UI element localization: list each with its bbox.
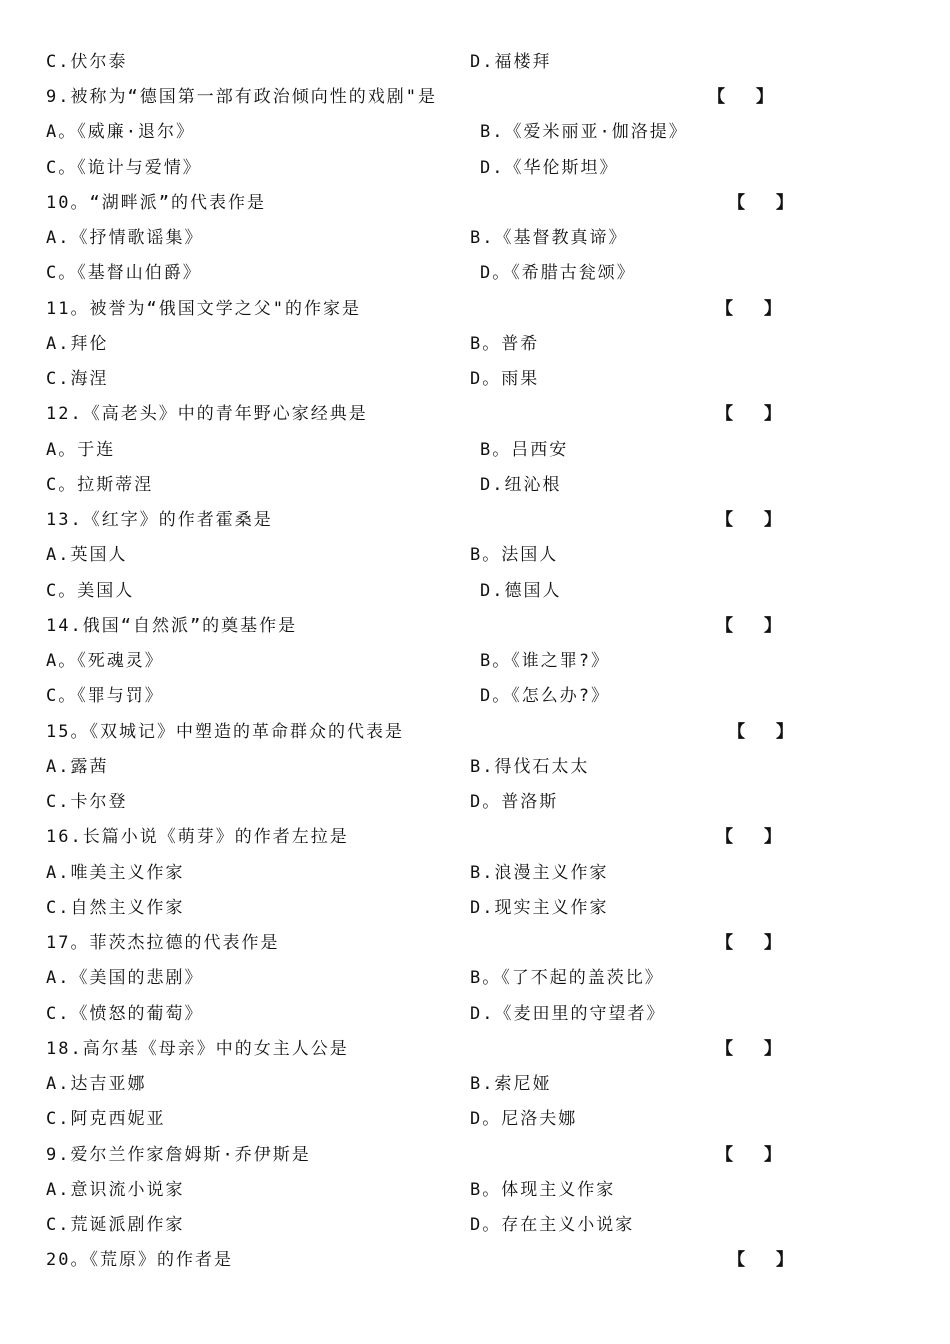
option-row [0,115,950,149]
question-row [0,80,950,114]
option-d: D。尼洛夫娜 [470,1109,578,1130]
option-a: A.达吉亚娜 [46,1074,147,1094]
option-row [0,644,950,678]
question-stem: 15。《双城记》中塑造的革命群众的代表是 [46,721,404,742]
option-b: B。法国人 [470,545,559,566]
option-row [0,1102,950,1136]
option-row [0,468,950,502]
question-row [0,926,950,960]
option-a: A。《威廉·退尔》 [46,122,195,143]
option-d: D.福楼拜 [470,52,552,72]
option-row [0,362,950,396]
option-b: B。普希 [470,333,540,354]
answer-bracket-open[interactable]: 【 [716,1038,735,1059]
question-row [0,397,950,431]
option-b: B。《了不起的盖茨比》 [470,968,664,989]
answer-bracket-close[interactable]: 】 [764,933,783,953]
question-stem: 14.俄国“自然派”的奠基作是 [46,615,298,636]
option-d: D.德国人 [480,580,562,601]
answer-bracket-open[interactable]: 【 [716,933,735,953]
option-row [0,961,950,995]
option-b: B。体现主义作家 [470,1179,616,1200]
option-a: A。于连 [46,439,116,460]
question-row [0,1243,950,1277]
option-row [0,327,950,361]
option-c: C。《罪与罚》 [46,686,164,707]
option-d: D。普洛斯 [470,792,559,812]
question-stem: 11。被誉为“俄国文学之父"的作家是 [46,298,361,319]
option-a: A.拜伦 [46,333,109,354]
answer-bracket-open[interactable]: 【 [716,510,735,530]
option-d: D。存在主义小说家 [470,1215,635,1235]
answer-bracket-close[interactable]: 】 [756,87,775,107]
option-row [0,1067,950,1101]
answer-bracket-close[interactable]: 】 [764,1038,783,1059]
question-row [0,503,950,537]
option-d: D.纽沁根 [480,474,562,495]
option-c: C.卡尔登 [46,792,128,812]
answer-bracket-open[interactable]: 【 [728,192,747,213]
option-d: D.《华伦斯坦》 [480,157,619,178]
question-stem: 9.被称为“德国第一部有政治倾向性的戏剧"是 [46,87,437,107]
option-row [0,538,950,572]
option-c: C.《愤怒的葡萄》 [46,1003,204,1024]
question-stem: 16.长篇小说《萌芽》的作者左拉是 [46,827,349,848]
option-row [0,45,950,79]
answer-bracket-open[interactable]: 【 [728,721,747,742]
option-row [0,1173,950,1207]
option-d: D.现实主义作家 [470,897,609,918]
option-row [0,891,950,925]
option-row [0,679,950,713]
option-row [0,151,950,185]
option-a: A。《死魂灵》 [46,651,164,671]
question-stem: 9.爱尔兰作家詹姆斯·乔伊斯是 [46,1144,311,1165]
option-row [0,750,950,784]
option-row [0,221,950,255]
option-b: B.《爱米丽亚·伽洛提》 [480,122,688,143]
option-a: A.意识流小说家 [46,1179,185,1200]
answer-bracket-close[interactable]: 】 [776,192,795,213]
option-c: C。拉斯蒂涅 [46,474,154,495]
question-row [0,292,950,326]
option-row [0,433,950,467]
option-row [0,997,950,1031]
question-stem: 20。《荒原》的作者是 [46,1250,233,1271]
answer-bracket-open[interactable]: 【 [728,1250,747,1271]
option-row [0,574,950,608]
option-b: B.得伐石太太 [470,756,590,777]
option-b: B。吕西安 [480,439,569,460]
option-a: A.英国人 [46,545,128,566]
question-row [0,1138,950,1172]
option-b: B。《谁之罪?》 [480,651,610,671]
option-b: B.索尼娅 [470,1074,552,1094]
question-stem: 10。“湖畔派”的代表作是 [46,192,266,213]
question-row [0,820,950,854]
option-b: B.浪漫主义作家 [470,862,609,883]
question-row [0,186,950,220]
option-d: D。《希腊古瓮颂》 [480,263,636,284]
answer-bracket-close[interactable]: 】 [764,404,783,425]
option-a: A.唯美主义作家 [46,862,185,883]
answer-bracket-close[interactable]: 】 [764,827,783,848]
answer-bracket-open[interactable]: 【 [716,298,735,319]
option-b: B.《基督教真谛》 [470,228,628,248]
answer-bracket-open[interactable]: 【 [716,1144,735,1165]
answer-bracket-open[interactable]: 【 [708,87,727,107]
option-row [0,856,950,890]
option-row [0,256,950,290]
question-stem: 17。菲茨杰拉德的代表作是 [46,933,280,953]
option-a: A.露茜 [46,756,109,777]
option-a: A.《美国的悲剧》 [46,968,204,989]
option-d: D.《麦田里的守望者》 [470,1003,666,1024]
answer-bracket-close[interactable]: 】 [764,298,783,319]
question-stem: 18.高尔基《母亲》中的女主人公是 [46,1038,349,1059]
option-c: C.自然主义作家 [46,897,185,918]
option-c: C。《基督山伯爵》 [46,263,202,284]
option-a: A.《抒情歌谣集》 [46,228,204,248]
option-c: C。《诡计与爱情》 [46,157,202,178]
answer-bracket-close[interactable]: 】 [776,1250,795,1271]
question-row [0,1032,950,1066]
option-c: C。美国人 [46,580,135,601]
question-stem: 12.《高老头》中的青年野心家经典是 [46,404,368,425]
option-c: C.海涅 [46,369,109,389]
answer-bracket-open[interactable]: 【 [716,404,735,425]
question-row [0,609,950,643]
answer-bracket-close[interactable]: 】 [764,615,783,636]
answer-bracket-close[interactable]: 】 [764,1144,783,1165]
question-stem: 13.《红字》的作者霍桑是 [46,510,273,530]
option-d: D。《怎么办?》 [480,686,610,707]
option-row [0,1208,950,1242]
option-c: C.阿克西妮亚 [46,1109,166,1130]
question-row [0,715,950,749]
answer-bracket-close[interactable]: 】 [764,510,783,530]
option-row [0,785,950,819]
option-c: C.伏尔泰 [46,52,128,72]
answer-bracket-open[interactable]: 【 [716,827,735,848]
answer-bracket-open[interactable]: 【 [716,615,735,636]
answer-bracket-close[interactable]: 】 [776,721,795,742]
option-d: D。雨果 [470,369,540,389]
option-c: C.荒诞派剧作家 [46,1215,185,1235]
